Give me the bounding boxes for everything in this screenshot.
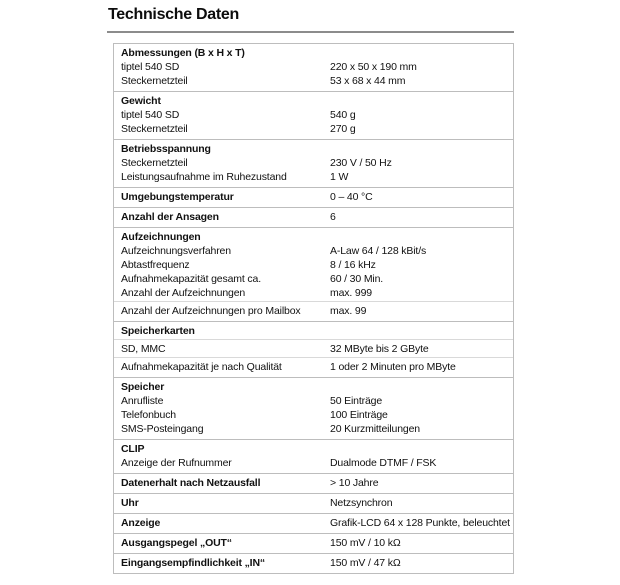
spec-row-value: 230 V / 50 Hz <box>330 157 392 169</box>
spec-section-header: CLIP <box>121 443 145 455</box>
spec-section <box>114 187 513 207</box>
spec-row <box>114 394 513 408</box>
spec-row-label: Anzahl der Aufzeichnungen <box>121 287 246 299</box>
spec-row-label: Anrufliste <box>121 395 164 407</box>
spec-row <box>114 170 513 184</box>
spec-row-value: Dualmode DTMF / FSK <box>330 457 437 469</box>
spec-section <box>114 533 513 553</box>
spec-section-header: Betriebsspannung <box>121 143 211 155</box>
spec-section <box>114 139 513 187</box>
spec-row <box>114 122 513 136</box>
spec-section-value: 150 mV / 10 kΩ <box>330 537 401 549</box>
spec-section-header: Anzahl der Ansagen <box>121 211 219 223</box>
spec-row-label: Telefonbuch <box>121 409 176 421</box>
spec-section-header: Datenerhalt nach Netzausfall <box>121 477 261 489</box>
title-rule <box>107 31 514 33</box>
spec-section-header: Gewicht <box>121 95 161 107</box>
spec-row-label: SMS-Posteingang <box>121 423 204 435</box>
spec-row-value: 8 / 16 kHz <box>330 259 376 271</box>
spec-row-value: 20 Kurzmitteilungen <box>330 423 420 435</box>
spec-row <box>114 456 513 470</box>
spec-row <box>114 60 513 74</box>
spec-section <box>114 227 513 321</box>
spec-section-value: 150 mV / 47 kΩ <box>330 557 401 569</box>
spec-section-header: Speicher <box>121 381 165 393</box>
spec-section-header-row <box>114 190 513 204</box>
spec-section-header-row <box>114 536 513 550</box>
spec-section <box>114 321 513 377</box>
spec-row-value: 53 x 68 x 44 mm <box>330 75 406 87</box>
spec-section-header: Abmessungen (B x H x T) <box>121 47 245 59</box>
spec-row-label: Abtastfrequenz <box>121 259 190 271</box>
spec-row-label: tiptel 540 SD <box>121 109 180 121</box>
spec-row-value: 32 MByte bis 2 GByte <box>330 343 429 355</box>
spec-row-value: 1 W <box>330 171 349 183</box>
spec-section <box>114 493 513 513</box>
spec-row-label: SD, MMC <box>121 343 166 355</box>
spec-row-label: Anzahl der Aufzeichnungen pro Mailbox <box>121 305 301 317</box>
spec-row-label: Anzeige der Rufnummer <box>121 457 232 469</box>
spec-row <box>114 301 513 318</box>
spec-row-value: 1 oder 2 Minuten pro MByte <box>330 361 456 373</box>
spec-row-value: 540 g <box>330 109 356 121</box>
spec-section <box>114 473 513 493</box>
technical-data-table <box>113 43 514 574</box>
spec-row <box>114 244 513 258</box>
spec-section-header: Speicherkarten <box>121 325 195 337</box>
spec-row-label: Aufnahmekapazität je nach Qualität <box>121 361 282 373</box>
spec-section-header-row <box>114 496 513 510</box>
spec-section-header-row <box>114 380 513 394</box>
spec-section <box>114 91 513 139</box>
spec-section-value: Netzsynchron <box>330 497 393 509</box>
spec-row <box>114 286 513 300</box>
spec-row <box>114 339 513 356</box>
spec-section-header-row <box>114 324 513 338</box>
spec-row <box>114 258 513 272</box>
spec-row-value: 50 Einträge <box>330 395 383 407</box>
spec-row-value: 220 x 50 x 190 mm <box>330 61 417 73</box>
spec-section-header: Umgebungstemperatur <box>121 191 234 203</box>
spec-section <box>114 513 513 533</box>
spec-row-value: A-Law 64 / 128 kBit/s <box>330 245 427 257</box>
spec-section <box>114 207 513 227</box>
spec-row <box>114 408 513 422</box>
spec-row-label: tiptel 540 SD <box>121 61 180 73</box>
spec-section <box>114 377 513 439</box>
spec-section-header-row <box>114 94 513 108</box>
spec-section-value: > 10 Jahre <box>330 477 379 489</box>
spec-row <box>114 74 513 88</box>
spec-section <box>114 553 513 573</box>
spec-section-header-row <box>114 516 513 530</box>
spec-row <box>114 422 513 436</box>
spec-section-header-row <box>114 556 513 570</box>
spec-section-header: Eingangsempfindlichkeit „IN“ <box>121 557 265 569</box>
spec-row <box>114 108 513 122</box>
spec-row-value: max. 999 <box>330 287 372 299</box>
spec-section <box>114 439 513 473</box>
spec-row-value: 100 Einträge <box>330 409 388 421</box>
spec-section-header-row <box>114 476 513 490</box>
spec-row <box>114 156 513 170</box>
spec-section-header-row <box>114 230 513 244</box>
spec-section-header: Aufzeichnungen <box>121 231 201 243</box>
spec-row-label: Steckernetzteil <box>121 75 188 87</box>
page-title: Technische Daten <box>108 6 239 23</box>
spec-row-value: 270 g <box>330 123 356 135</box>
spec-section-header: Ausgangspegel „OUT“ <box>121 537 232 549</box>
spec-section <box>114 44 513 91</box>
spec-row-value: 60 / 30 Min. <box>330 273 384 285</box>
spec-row <box>114 272 513 286</box>
spec-section-header-row <box>114 442 513 456</box>
spec-section-header-row <box>114 142 513 156</box>
spec-row <box>114 357 513 374</box>
spec-section-value: 6 <box>330 211 336 223</box>
spec-row-label: Steckernetzteil <box>121 157 188 169</box>
spec-section-value: 0 – 40 °C <box>330 191 373 203</box>
spec-section-value: Grafik-LCD 64 x 128 Punkte, beleuchtet <box>330 517 510 529</box>
spec-section-header-row <box>114 46 513 60</box>
spec-section-header-row <box>114 210 513 224</box>
spec-row-value: max. 99 <box>330 305 367 317</box>
spec-section-header: Uhr <box>121 497 139 509</box>
spec-section-header: Anzeige <box>121 517 161 529</box>
spec-row-label: Aufzeichnungsverfahren <box>121 245 231 257</box>
spec-row-label: Aufnahmekapazität gesamt ca. <box>121 273 261 285</box>
spec-row-label: Steckernetzteil <box>121 123 188 135</box>
spec-row-label: Leistungsaufnahme im Ruhezustand <box>121 171 287 183</box>
